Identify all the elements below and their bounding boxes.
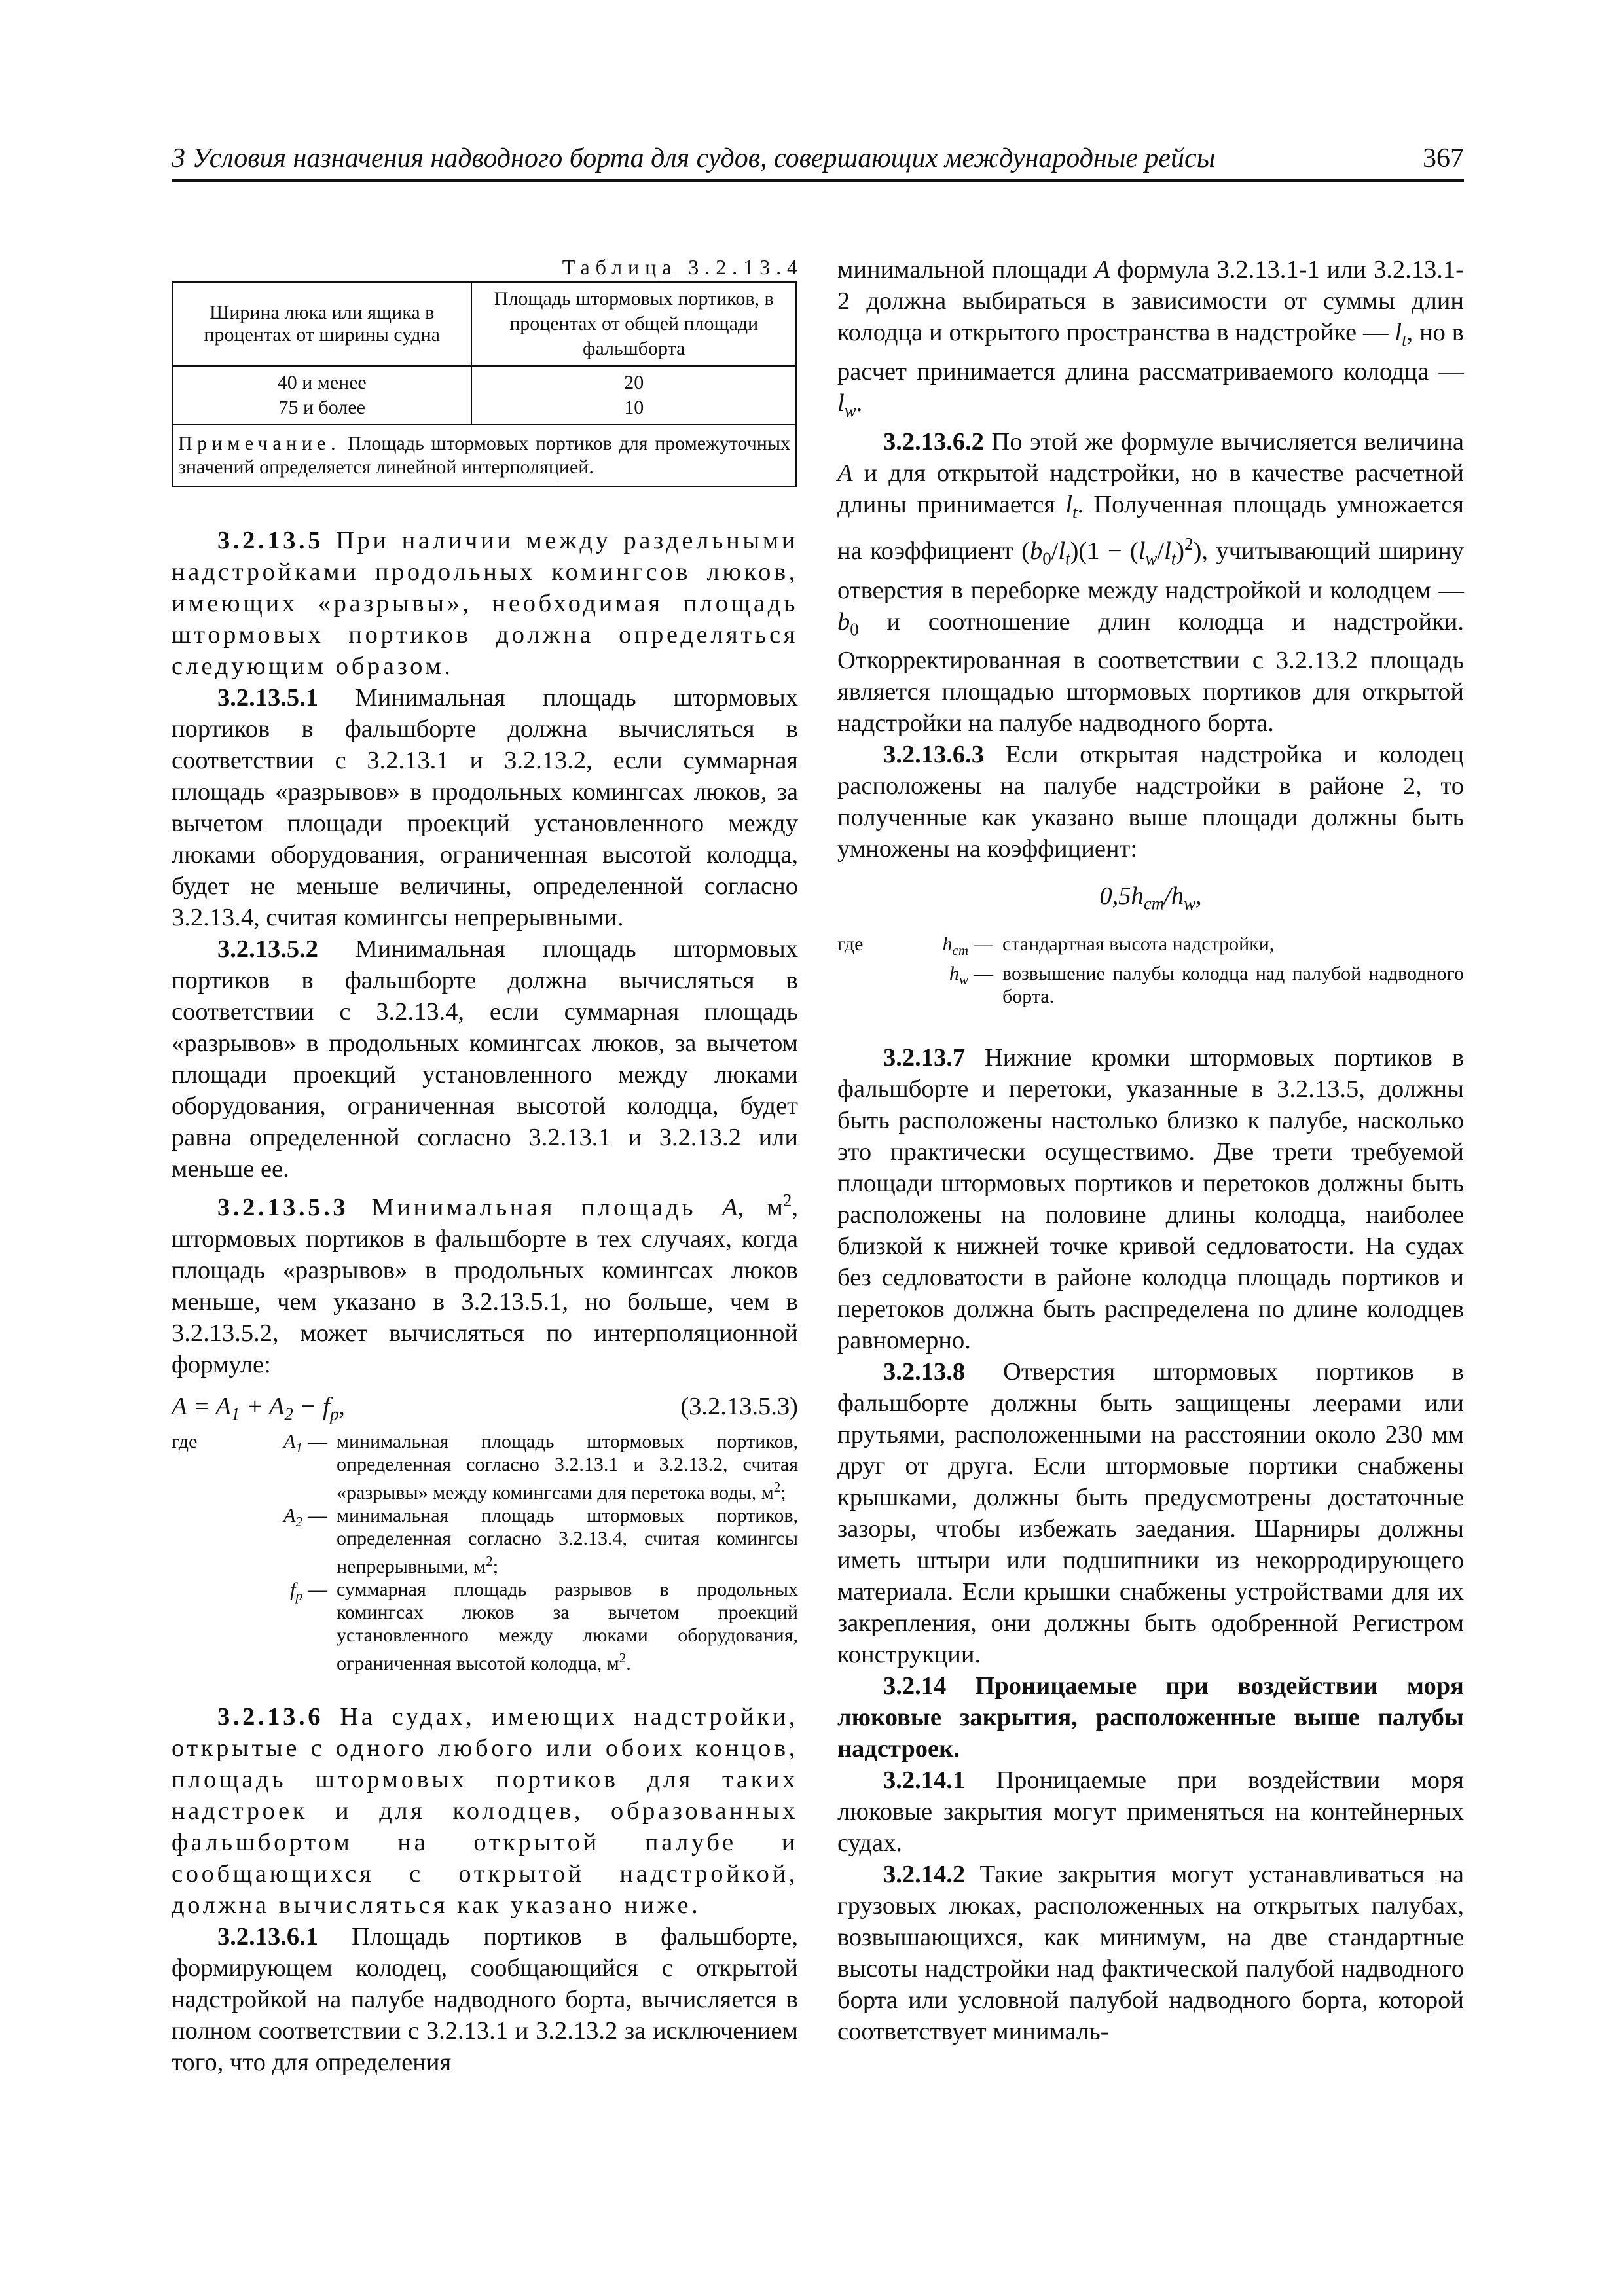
table-row xyxy=(172,366,796,425)
coefficient-definitions xyxy=(837,933,1464,1008)
paragraph-text: . Полученная площадь умножается на коэффициент xyxy=(837,491,1464,565)
definition-A1: где $A_1$ — минимальная площадь штормовых портиков, определенная согласно 3.2.13.1 и 3.2.13.2, считая «разрывы» между комингсами для перетока воды, $м^2$; xyxy=(172,1430,798,1503)
where-label: где xyxy=(837,933,864,955)
paragraph-continued: минимальной площади A формула 3.2.13.1-1 или 3.2.13.1-2 должна выбираться в зависимости от суммы длин колодца и открытого пространства в надстройке — $l_t$, но в расчет принимается длина рассматриваемого колодца — $l_w$. xyxy=(837,256,1464,421)
right-column xyxy=(837,254,1464,2047)
symbol: $h_{ст}$ xyxy=(942,933,968,958)
clause-number: 3.2.13.5 xyxy=(217,527,324,554)
section-heading-3-2-14: 3.2.14 Проницаемые при воздействии моря люковые закрытия, расположенные выше палубы надстроек. xyxy=(837,1672,1464,1763)
paragraph-text: Проницаемые при воздействии моря люковые закрытия могут применяться на контейнерных судах. xyxy=(837,1766,1464,1857)
symbol: $A_1$ xyxy=(283,1430,302,1456)
definition-text: стандартная высота надстройки, xyxy=(1002,933,1275,955)
paragraph-3-2-13-5 xyxy=(172,525,798,682)
clause-number: 3.2.13.6.1 xyxy=(217,1922,318,1950)
clause-number: 3.2.13.8 xyxy=(883,1357,966,1386)
formula-definitions xyxy=(172,1430,798,1675)
paragraph-text: Минимальная площадь штормовых портиков в фальшборте должна вычисляться в соответствии с 3.2.13.4, если суммарная площадь «разрывов» в продольных комингсах люков, за вычетом площади проекций установленного между люками оборудования, ограниченная высотой колодца, будет равна определенной согласно 3.2.13.1 и 3.2.13.2 или меньше ее. xyxy=(172,935,799,1183)
clause-number: 3.2.13.6.2 xyxy=(883,428,984,456)
formula-3-2-13-5-3 xyxy=(172,1387,798,1426)
clause-number: 3.2.13.5.3 xyxy=(217,1193,349,1221)
symbol: $f_p$ xyxy=(290,1578,302,1604)
table-cell-width xyxy=(172,366,471,425)
paragraph-text: При наличии между раздельными надстройками продольных комингсов люков, имеющих «разрывы», необходимая площадь штормовых портиков должна определяться следующим образом. xyxy=(172,527,798,680)
clause-number: 3.2.13.6.3 xyxy=(883,741,984,769)
table-caption: Таблица 3.2.13.4 xyxy=(562,255,803,279)
definition-text: возвышение палубы колодца над палубой надводного борта. xyxy=(1002,962,1464,1007)
definition-text: минимальная площадь штормовых портиков, определенная согласно 3.2.13.1 и 3.2.13.2, считая «разрывы» между комингсами для перетока воды, м xyxy=(337,1430,798,1503)
table-header-area: Площадь штормовых портиков, в процентах от общей площади фальшборта xyxy=(471,282,796,366)
header-title: 3 Условия назначения надводного борта для судов, совершающих международные рейсы xyxy=(172,143,1216,173)
paragraph-text: Если открытая надстройка и колодец расположены на палубе надстройки в районе 2, то полученные как указано выше площади должны быть умножены на коэффициент: xyxy=(837,741,1465,863)
paragraph-text: На судах, имеющих надстройки, открытые с одного любого или обоих концов, площадь штормовых портиков для таких надстроек и для колодцев, образованных фальшбортом на открытой палубе и сообщающихся с открытой надстройкой, должна вычисляться как указано ниже. xyxy=(172,1702,798,1919)
paragraph-text: , учитывающий ширину отверстия в переборке между надстройкой и колодцем — xyxy=(837,537,1464,604)
page-number: 367 xyxy=(1423,143,1464,173)
row-1-area: 20 xyxy=(624,372,644,393)
paragraph-3-2-13-8 xyxy=(837,1356,1464,1670)
definition-hst: где $h_{ст}$ — стандартная высота надстройки, xyxy=(837,933,1464,962)
paragraph-3-2-13-6 xyxy=(172,1701,798,1921)
paragraph-text: , но в расчет принимается длина рассматриваемого колодца — xyxy=(837,319,1464,386)
clause-number: 3.2.13.6 xyxy=(217,1702,324,1731)
where-label: где xyxy=(172,1430,198,1452)
paragraph-3-2-14-1 xyxy=(837,1765,1464,1859)
paragraph-3-2-13-7 xyxy=(837,1042,1464,1356)
paragraph-3-2-13-5-1 xyxy=(172,682,798,933)
paragraph-3-2-13-5-2 xyxy=(172,933,798,1185)
coefficient-formula: $0,5h_{ст}/h_w$, xyxy=(1099,882,1202,914)
symbol: $A_2$ xyxy=(283,1504,302,1530)
paragraph-text: , штормовых портиков в фальшборте в тех случаях, когда площадь «разрывов» в продольных комингсах люков меньше, чем указано в 3.2.13.5.1, но больше, чем в 3.2.13.5.2, может вычисляться по интерполяционной формуле: xyxy=(172,1193,799,1378)
paragraph-3-2-13-6-3 xyxy=(837,739,1464,865)
data-table xyxy=(172,281,797,487)
paragraph-text: Нижние кромки штормовых портиков в фальшборте и перетоки, указанные в 3.2.13.5, должны быть расположены настолько близко к палубе, насколько это практически осуществимо. Две трети требуемой площади штормовых портиков и перетоков должны быть расположены на половине длины колодца, наиболее близкой к нижней точке кривой седловатости. На судах без седловатости в районе колодца площадь портиков и перетоков должна быть распределена по длине колодцев равномерно. xyxy=(837,1043,1465,1354)
paragraph-text: Площадь портиков в фальшборте, формирующем колодец, сообщающийся с открытой надстройкой на палубе надводного борта, вычисляется в полном соответствии с 3.2.13.1 и 3.2.13.2 за исключением того, что для определения xyxy=(172,1922,798,2076)
clause-number: 3.2.13.5.2 xyxy=(217,935,318,963)
table-note-row xyxy=(172,425,796,486)
symbol: $h_w$ xyxy=(949,962,968,988)
formula-number: (3.2.13.5.3) xyxy=(680,1392,798,1420)
definition-text: суммарная площадь разрывов в продольных комингсах люков за вычетом проекций установленного между люками оборудования, ограниченная высотой колодца, м xyxy=(337,1578,798,1674)
paragraph-3-2-13-5-3: 3.2.13.5.3 Минимальная площадь A, $м^2$, штормовых портиков в фальшборте в тех случаях, когда площадь «разрывов» в продольных комингсах люков меньше, чем указано в 3.2.13.5.1, но больше, чем в 3.2.13.5.2, может вычисляться по интерполяционной формуле: xyxy=(172,1191,799,1378)
paragraph-text: и соотношение длин колодца и надстройки. Откорректированная в соответствии с 3.2.13.2 площадь является площадью штормовых портиков для открытой надстройки на палубе надводного борта. xyxy=(837,607,1464,738)
row-2-width: 75 и более xyxy=(278,397,365,418)
paragraph-text: Минимальная площадь xyxy=(371,1193,723,1221)
clause-number: 3.2.14.1 xyxy=(883,1766,966,1794)
table-note xyxy=(172,425,796,486)
table-header-width: Ширина люка или ящика в процентах от ширины судна xyxy=(172,282,471,366)
paragraph-text: и для открытой надстройки, но в качестве расчетной длины принимается xyxy=(837,459,1464,519)
formula-expression: $A = A_1 + A_2 - f_p$, xyxy=(172,1392,345,1424)
table-cell-area xyxy=(471,366,796,425)
paragraph-text: Отверстия штормовых портиков в фальшборте должны быть защищены леерами или прутьями, расположенными на расстоянии около 230 мм друг от друга. Если штормовые портики снабжены крышками, должны быть предусмотрены достаточные зазоры, чтобы избежать заедания. Шарниры должны иметь штыри или подшипники из некорродирующего материала. Если крышки снабжены устройствами для их закрепления, они должны быть одобренной Регистром конструкции. xyxy=(837,1357,1464,1668)
paragraph-text: Минимальная площадь штормовых портиков в фальшборте должна вычисляться в соответствии с 3.2.13.1 и 3.2.13.2, если суммарная площадь «разрывов» в продольных комингсах люков, за вычетом площади проекций установленного между люками оборудования, ограниченная высотой колодца, будет не меньше величины, определенной согласно 3.2.13.4, считая комингсы непрерывными. xyxy=(172,684,799,931)
paragraph-text: По этой же формуле вычисляется величина xyxy=(991,428,1464,456)
definition-text: минимальная площадь штормовых портиков, определенная согласно 3.2.13.4, считая комингсы непрерывными, м xyxy=(337,1504,798,1577)
symbol-A: A xyxy=(722,1193,738,1221)
row-1-width: 40 и менее xyxy=(277,372,367,393)
paragraph-text: , м xyxy=(737,1193,783,1221)
row-2-area: 10 xyxy=(624,397,644,418)
paragraph-text: Такие закрытия могут устанавливаться на грузовых люках, расположенных на открытых палубах, возвышающихся, как минимум, на две стандартные высоты надстройки над фактической палубой надводного борта или условной палубой надводного борта, которой соответствует минималь- xyxy=(837,1860,1465,2045)
clause-number: 3.2.14.2 xyxy=(883,1860,966,1888)
definition-A2: $A_2$ — минимальная площадь штормовых портиков, определенная согласно 3.2.13.4, считая комингсы непрерывными, $м^2$; xyxy=(172,1504,798,1578)
definition-hw: $h_w$ — возвышение палубы колодца над палубой надводного борта. xyxy=(837,962,1464,1008)
paragraph-3-2-13-6-1 xyxy=(172,1921,798,2078)
paragraph-text: минимальной площади xyxy=(837,256,1095,283)
left-column xyxy=(172,254,803,2078)
definition-fp: $f_p$ — суммарная площадь разрывов в продольных комингсах люков за вычетом проекций установленного между люками оборудования, ограниченная высотой колодца, $м^2$. xyxy=(172,1578,798,1675)
paragraph-3-2-13-6-2: 3.2.13.6.2 По этой же формуле вычисляется величина A и для открытой надстройки, но в качестве расчетной длины принимается $l_t$. Полученная площадь умножается на коэффициент $(b_0/l_t)(1 - (l_w/l_t)^2)$, учитывающий ширину отверстия в переборке между надстройкой и колодцем — $b_0$ и соотношение длин колодца и надстройки. Откорректированная в соответствии с 3.2.13.2 площадь является площадью штормовых портиков для открытой надстройки на палубе надводного борта. xyxy=(837,428,1464,738)
clause-number: 3.2.13.7 xyxy=(883,1043,966,1071)
note-text: Площадь штормовых портиков для промежуточных значений определяется линейной интерполяцией. xyxy=(178,433,790,478)
paragraph-text: формула 3.2.13.1-1 или 3.2.13.1-2 должна выбираться в зависимости от суммы длин колодца и открытого пространства в надстройке — xyxy=(837,256,1464,346)
clause-number: 3.2.13.5.1 xyxy=(217,684,318,711)
table-header-row xyxy=(172,282,796,366)
note-label: Примечание. xyxy=(178,433,341,454)
paragraph-3-2-14-2 xyxy=(837,1859,1464,2047)
running-header xyxy=(172,143,1464,182)
